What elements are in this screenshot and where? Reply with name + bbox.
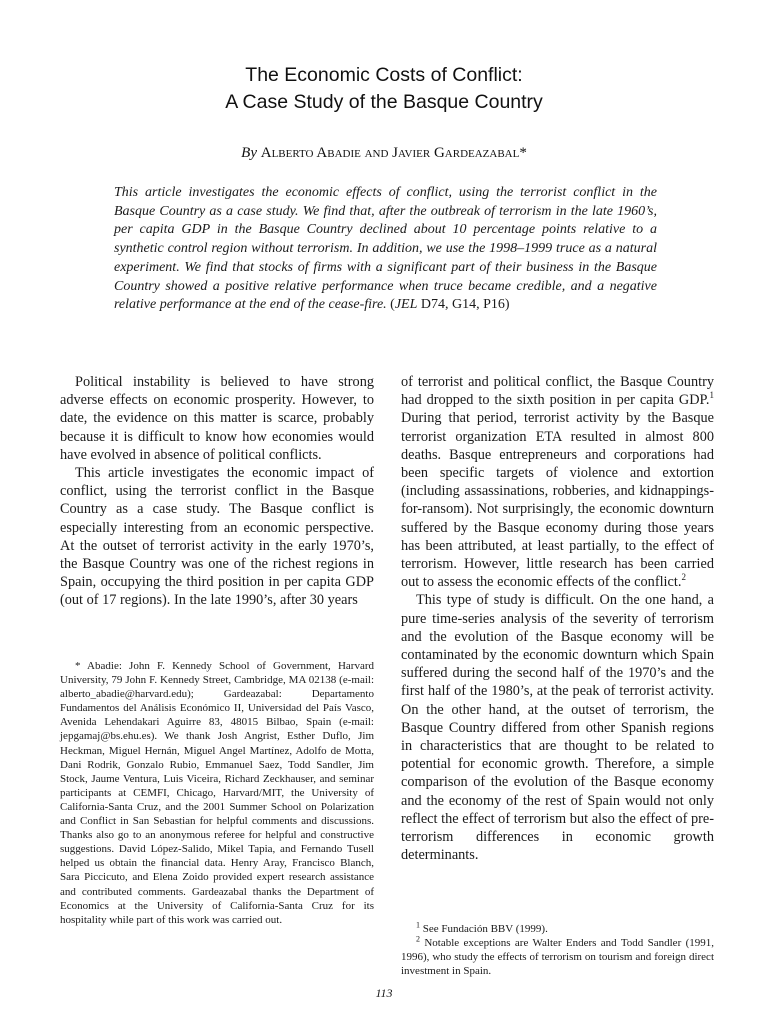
page-number: 113 — [375, 986, 393, 1000]
body-paragraph: Political instability is believed to have strong adverse effects on economic prosperity. However, to date, the evidence on this matter is scarce, probably because it is difficult to know how economies would have evolved in absence of political conflicts. — [60, 374, 374, 463]
author-byline — [0, 145, 768, 162]
title-line-1: The Economic Costs of Conflict: — [245, 64, 523, 86]
paragraph-text: During that period, terrorist activity by the Basque terrorist organization ETA resulted in almost 800 deaths. Basque entrepreneurs and corporations had been specific targets of violence and extortion (including assassinations, robberies, and kidnappings-for-ransom). Not surprisingly, the economic downturn suffered by the Basque economy during those years has been attributed, at least partially, to the effect of terrorism. However, little research has been carried out to assess the economic effects of the conflict. — [401, 410, 714, 591]
footnote-ref: 2 — [681, 572, 686, 583]
body-column-left — [60, 373, 374, 610]
byline-by: By — [241, 145, 257, 161]
body-column-right — [401, 373, 714, 864]
footnote-number: 2 — [416, 934, 420, 944]
byline-authors: Alberto Abadie and Javier Gardeazabal* — [260, 145, 527, 161]
footnote-2 — [401, 936, 714, 978]
paper-title — [0, 62, 768, 116]
jel-label: JEL — [394, 297, 418, 313]
footnote-1 — [401, 922, 714, 936]
body-paragraph — [401, 373, 714, 591]
paragraph-text: of terrorist and political conflict, the Basque Country had dropped to the sixth position in per capita GDP. — [401, 374, 714, 409]
jel-codes — [390, 297, 509, 312]
footnote-text: * Abadie: John F. Kennedy School of Government, Harvard University, 79 John F. Kennedy Street, Cambridge, MA 02138 (e-mail: alberto_abadie@harvard.edu); Gardeazabal: Departamento Fundamentos del Análisis Económico II, Universidad del País Vasco, Avenida Lehendakari Aguirre 83, 48015 Bilbao, Spain (e-mail: jepgamaj@bs.ehu.es). We thank Josh Angrist, Esther Duflo, Jim Heckman, Miguel Hernán, Miguel Angel Martínez, Adolfo de Motta, Dani Rodrik, Gonzalo Rubio, Emmanuel Saez, Todd Sandler, Jim Stock, Jaume Ventura, Luis Viceira, Richard Zeckhauser, and seminar participants at CEMFI, Chicago, Harvard/MIT, the University of California-Santa Cruz, and the 2001 Summer School on Polarization and Conflict in San Sebastian for helpful comments and discussions. Thanks also go to an anonymous referee for helpful and constructive suggestions. David López-Salido, Mikel Tapia, and Fernando Tusell helped us obtain the financial data. Henry Aray, Francisco Blanch, Sara Piccicuto, and Elena Zoido provided expert research assistance and contributed comments. Gardeazabal thanks the Department of Economics at the University of California-Santa Cruz for its hospitality while part of this work was carried out. — [60, 660, 374, 926]
footnote-ref: 1 — [709, 390, 714, 401]
footnote-number: 1 — [416, 920, 420, 930]
abstract — [114, 184, 657, 315]
footnotes-right — [401, 922, 714, 978]
title-line-2: A Case Study of the Basque Country — [225, 91, 543, 113]
abstract-text: This article investigates the economic effects of conflict, using the terrorist conflict in the Basque Country as a case study. We find that, after the outbreak of terrorism in the late 1960’s, per capita GDP in the Basque Country declined about 10 percentage points relative to a synthetic control region without terrorism. In addition, we use the 1998–1999 truce as a natural experiment. We find that stocks of firms with a significant part of their business in the Basque Country showed a positive relative performance when truce became credible, and a negative relative performance at the end of the cease-fire. — [114, 185, 657, 313]
footnote-text: Notable exceptions are Walter Enders and Todd Sandler (1991, 1996), who study the effects of terrorism on tourism and foreign direct investment in Spain. — [401, 937, 714, 978]
jel-open-paren: ( — [390, 297, 395, 313]
author-footnote — [60, 659, 374, 927]
body-paragraph: This type of study is difficult. On the one hand, a pure time-series analysis of the severity of terrorism and the evolution of the Basque economy will be contaminated by the economic downturn which Spain suffered during the second half of the 1970’s and the first half of the 1980’s, at the peak of terrorist activity. On the other hand, at the outset of terrorism, the Basque Country differed from other Spanish regions in characteristics that are thought to be related to potential for economic growth. Therefore, a simple comparison of the evolution of the Basque economy and the economy of the rest of Spain would not only reflect the effect of terrorism but also the effect of pre-terrorism differences in economic growth determinants. — [401, 592, 714, 864]
footnote-text: See Fundación BBV (1999). — [420, 923, 548, 935]
jel-code-list: D74, G14, P16) — [420, 297, 510, 313]
body-paragraph: This article investigates the economic impact of conflict, using the terrorist conflict in the Basque Country as a case study. The Basque conflict is especially interesting from an economic perspective. At the outset of terrorist activity in the early 1970’s, the Basque Country was one of the richest regions in Spain, occupying the third position in per capita GDP (out of 17 regions). In the late 1990’s, after 30 years — [60, 465, 374, 609]
